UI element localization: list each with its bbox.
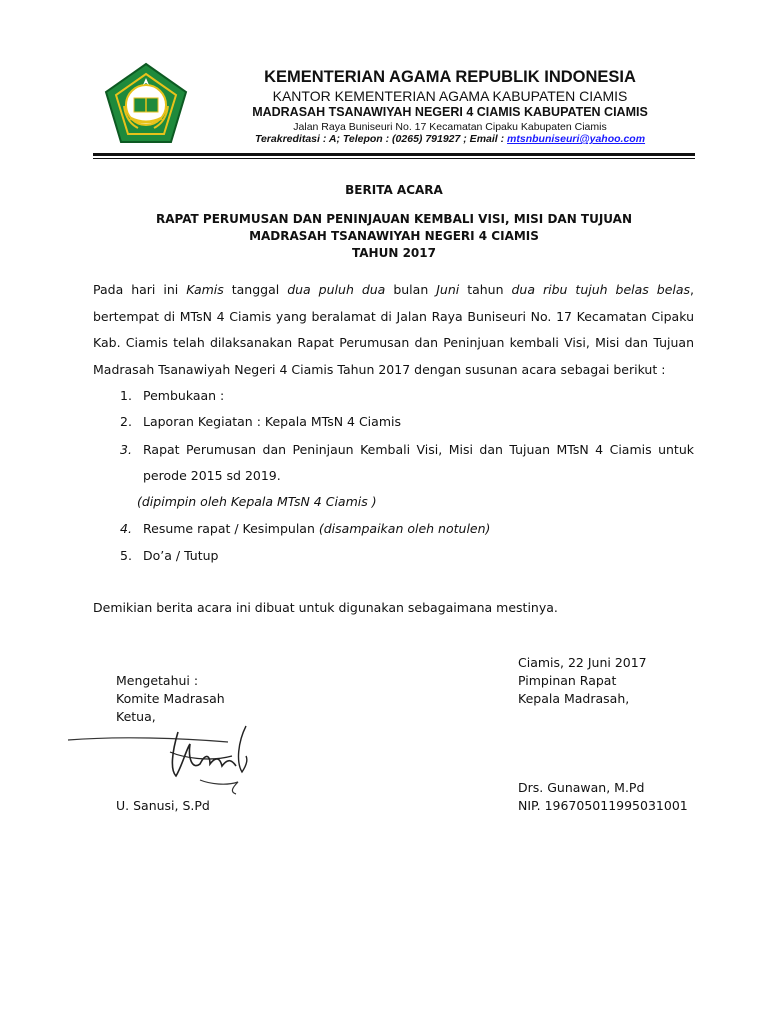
right-signer-nip: NIP. 196705011995031001 xyxy=(518,798,688,813)
text-run: tahun xyxy=(459,282,512,297)
right-signer-title: Kepala Madrasah, xyxy=(518,691,630,706)
handwritten-signature xyxy=(60,722,260,800)
header-rule-thin xyxy=(93,158,695,159)
meeting-month: Juni xyxy=(436,282,460,297)
closing-statement: Demikian berita acara ini dibuat untuk digunakan sebagaimana mestinya. xyxy=(93,600,558,615)
letterhead-contact xyxy=(205,133,695,145)
letterhead-address: Jalan Raya Buniseuri No. 17 Kecamatan Cipaku Kabupaten Ciamis xyxy=(293,121,607,133)
text-run: tanggal xyxy=(223,282,288,297)
left-signer-acknowledge: Mengetahui : xyxy=(116,673,199,688)
ministry-logo xyxy=(102,62,190,146)
document-subtitle-1: RAPAT PERUMUSAN DAN PENINJAUAN KEMBALI VISI, MISI DAN TUJUAN xyxy=(155,212,633,226)
text-run: Pada hari ini xyxy=(93,282,187,297)
meeting-year: dua ribu tujuh belas belas xyxy=(511,282,691,297)
agenda-number: 5. xyxy=(120,548,132,563)
right-signer-name: Drs. Gunawan, M.Pd xyxy=(518,780,645,795)
meeting-date: dua puluh dua xyxy=(287,282,386,297)
paragraph-line-3: Kab. Ciamis telah dilaksanakan Rapat Perumusan dan Peninjuan kembali Visi, Misi dan Tujuan xyxy=(93,335,694,350)
agenda-item-resume xyxy=(143,521,490,536)
agenda-item-resume-note: (disampaikan oleh notulen) xyxy=(318,521,491,536)
agenda-item-closing: Do’a / Tutup xyxy=(143,548,219,563)
header-rule-thick xyxy=(93,153,695,156)
agenda-item-meeting-cont: perode 2015 sd 2019. xyxy=(143,468,281,483)
letterhead-ministry: KEMENTERIAN AGAMA REPUBLIK INDONESIA xyxy=(264,68,636,86)
letterhead-contact-text: Terakreditasi : A; Telepon : (0265) 791927 ; Email : xyxy=(254,133,508,145)
text-run: , xyxy=(690,282,695,297)
meeting-day: Kamis xyxy=(186,282,224,297)
place-date: Ciamis, 22 Juni 2017 xyxy=(518,655,647,670)
paragraph-line-1 xyxy=(93,277,694,304)
agenda-number: 1. xyxy=(120,388,132,403)
letterhead-office: KANTOR KEMENTERIAN AGAMA KABUPATEN CIAMIS xyxy=(272,88,628,104)
agenda-item-meeting: Rapat Perumusan dan Peninjaun Kembali Visi, Misi dan Tujuan MTsN 4 Ciamis untuk xyxy=(143,442,694,457)
document-subtitle-3: TAHUN 2017 xyxy=(352,246,436,260)
agenda-item-meeting-note: (dipimpin oleh Kepala MTsN 4 Ciamis ) xyxy=(137,494,377,509)
paragraph-line-2: bertempat di MTsN 4 Ciamis yang beralamat di Jalan Raya Buniseuri No. 17 Kecamatan Cipaku xyxy=(93,308,694,324)
email-link[interactable]: mtsnbuniseuri@yahoo.com xyxy=(507,133,646,145)
agenda-number: 3. xyxy=(120,442,132,457)
document-subtitle-2: MADRASAH TSANAWIYAH NEGERI 4 CIAMIS xyxy=(249,229,539,243)
agenda-number: 4. xyxy=(120,521,132,536)
left-signer-committee: Komite Madrasah xyxy=(116,691,225,706)
agenda-item-resume-text: Resume rapat / Kesimpulan xyxy=(143,521,319,536)
document-title: BERITA ACARA xyxy=(345,183,443,197)
agenda-item-opening: Pembukaan : xyxy=(143,388,225,403)
paragraph-line-4: Madrasah Tsanawiyah Negeri 4 Ciamis Tahun 2017 dengan susunan acara sebagai berikut : xyxy=(93,361,666,377)
agenda-item-report: Laporan Kegiatan : Kepala MTsN 4 Ciamis xyxy=(143,414,401,429)
right-signer-role: Pimpinan Rapat xyxy=(518,673,617,688)
left-signer-title: Ketua, xyxy=(116,709,156,724)
letterhead-school: MADRASAH TSANAWIYAH NEGERI 4 CIAMIS KABUPATEN CIAMIS xyxy=(252,105,648,119)
text-run: bulan xyxy=(385,282,437,297)
left-signer-name: U. Sanusi, S.Pd xyxy=(116,798,210,813)
opening-paragraph xyxy=(93,277,694,383)
agenda-number: 2. xyxy=(120,414,132,429)
